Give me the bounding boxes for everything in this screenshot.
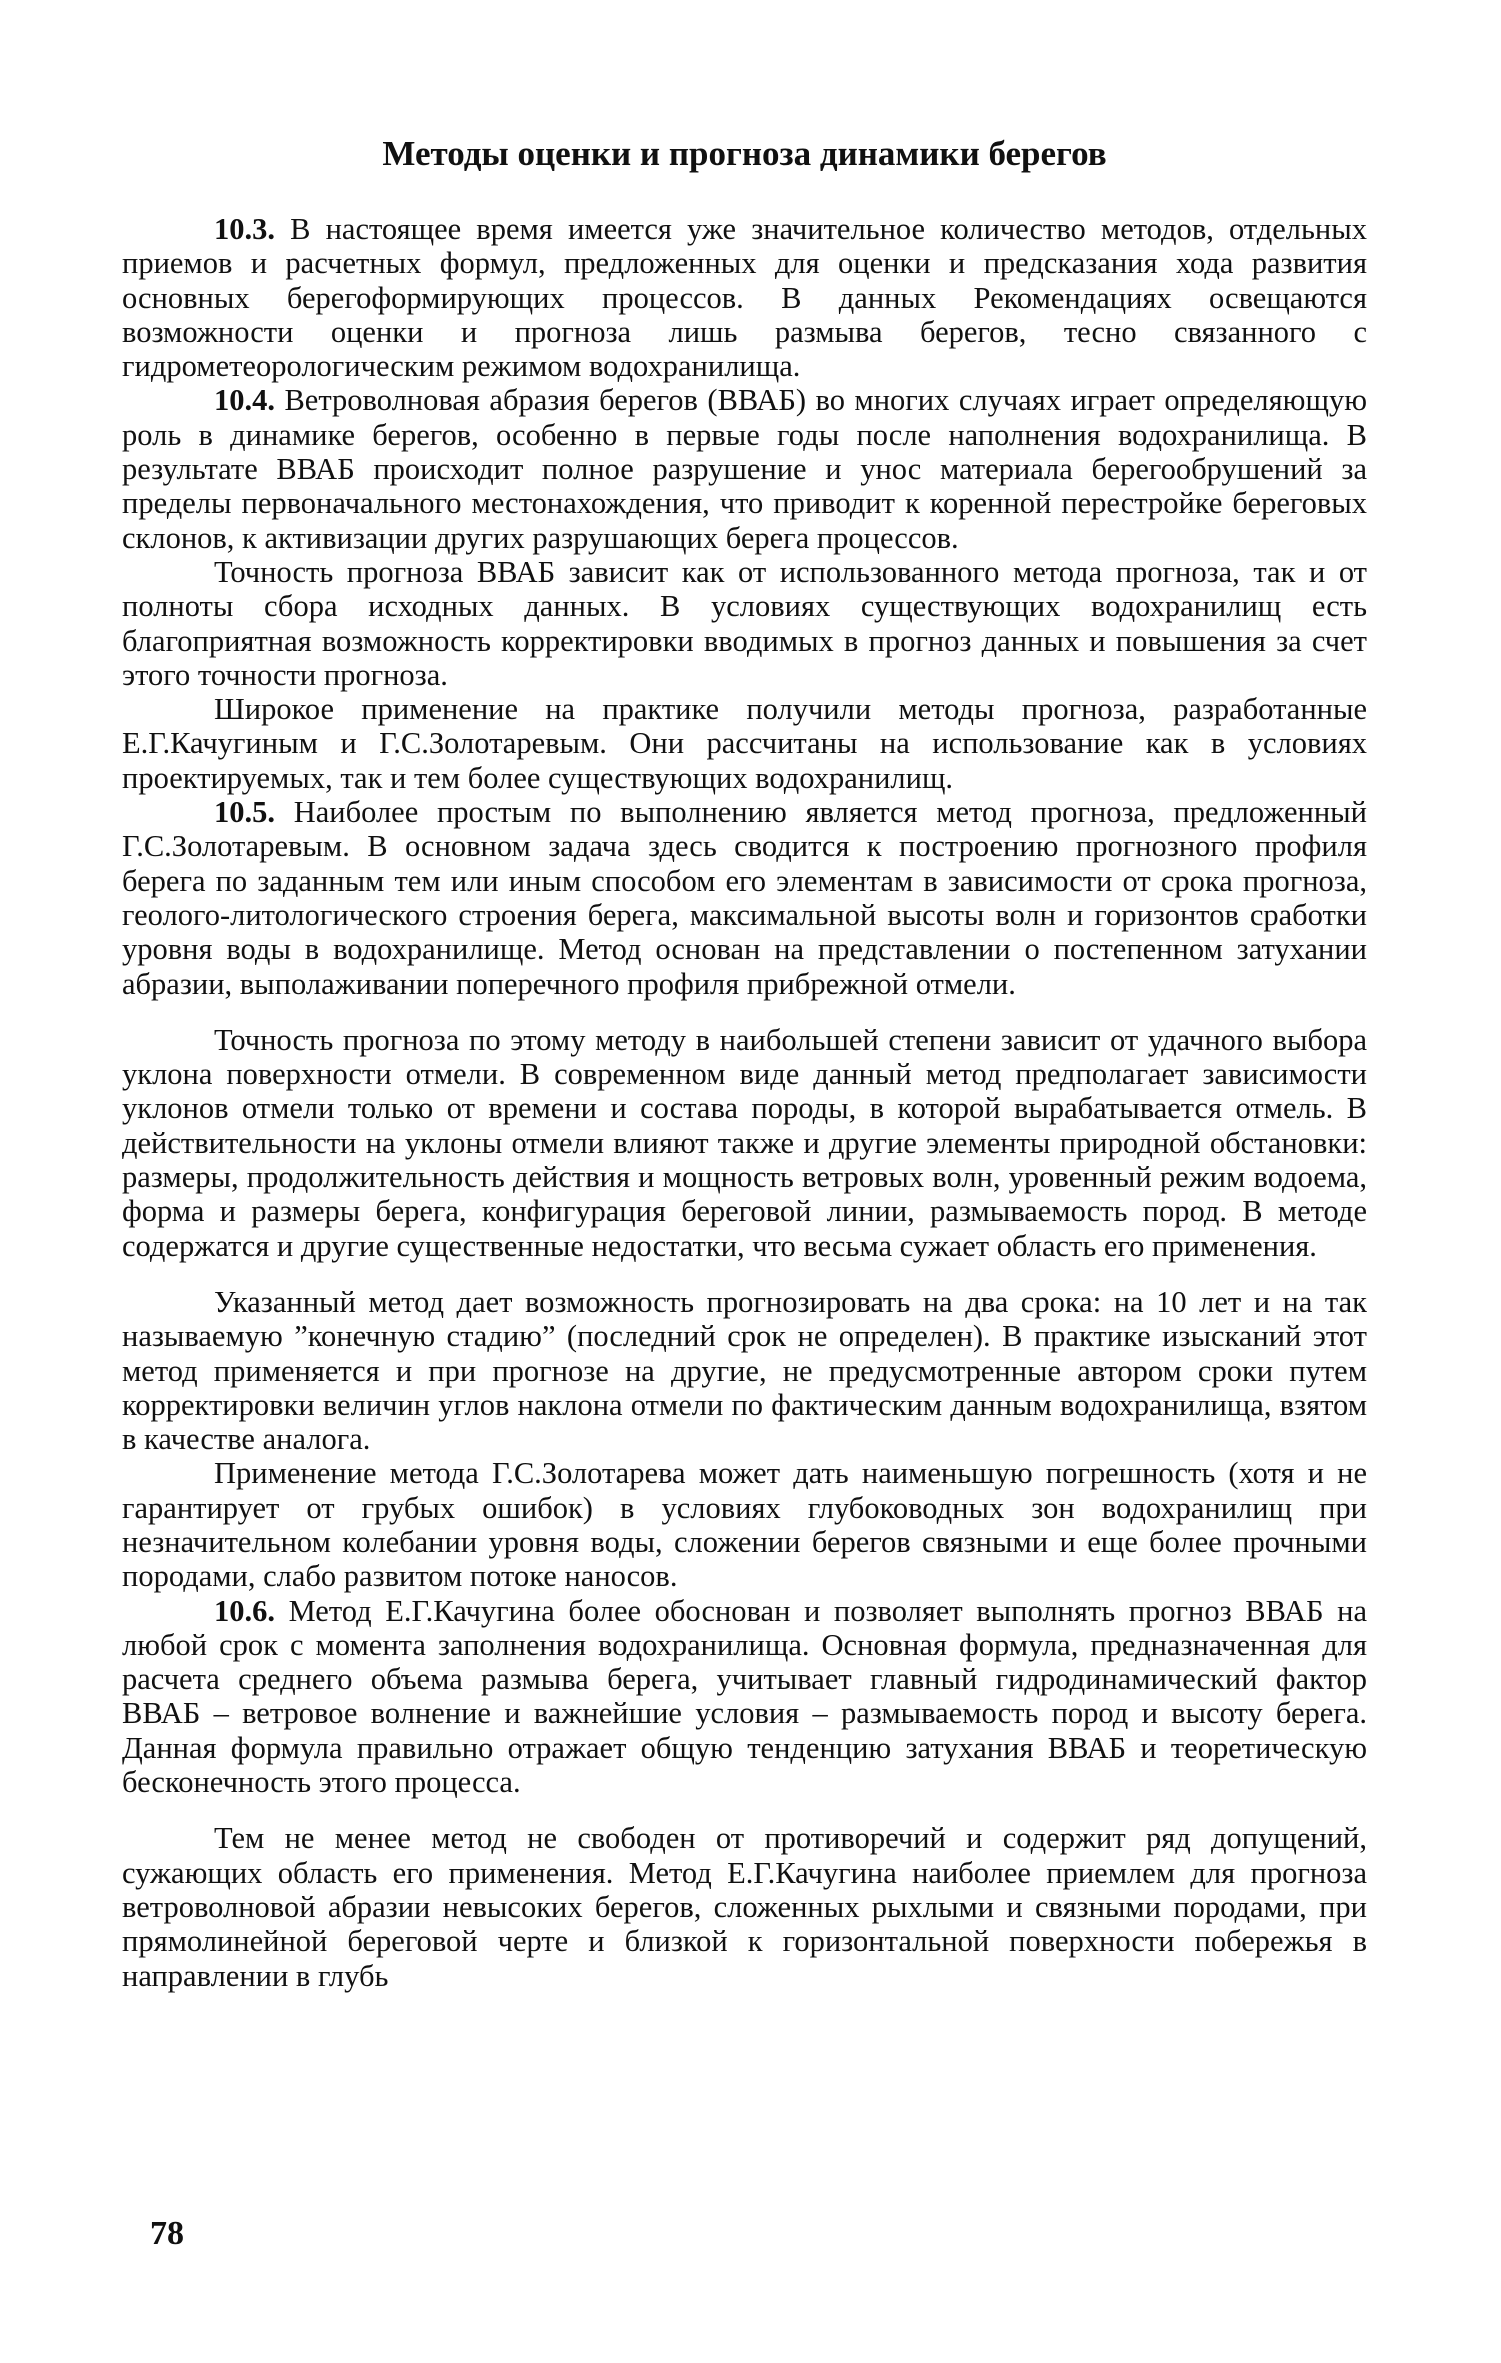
paragraph [122, 1821, 1367, 1992]
page-number: 78 [150, 2215, 184, 2252]
paragraph-text: Широкое применение на практике получили методы прогноза, разработанные Е.Г.Качугиным и Г.С.Золотаревым. Они рассчитаны на использование как в условиях проектируемых, так и тем более существующих водохранилищ. [122, 692, 1367, 795]
paragraph-text: Точность прогноза по этому методу в наибольшей степени зависит от удачного выбора уклона поверхности отмели. В современном виде данный метод предполагает зависимости уклонов отмели только от времени и состава породы, в которой вырабатывается отмель. В действительности на уклоны отмели влияют также и другие элементы природной обстановки: размеры, продолжительность действия и мощность ветровых волн, уровенный режим водоема, форма и размеры берега, конфигурация береговой линии, размываемость пород. В методе содержатся и другие существенные недостатки, что весьма сужает область его применения. [122, 1022, 1367, 1263]
paragraph [122, 1023, 1367, 1263]
paragraph-text: Применение метода Г.С.Золотарева может дать наименьшую погрешность (хотя и не гарантирует от грубых ошибок) в условиях глубоководных зон водохранилищ при незначительном колебании уровня воды, сложении берегов связными и еще более прочными породами, слабо развитом потоке наносов. [122, 1456, 1367, 1594]
paragraph-text: Тем не менее метод не свободен от противоречий и содержит ряд допущений, сужающих область его применения. Метод Е.Г.Качугина наиболее приемлем для прогноза ветроволновой абразии невысоких берегов, сложенных рыхлыми и связными породами, при прямолинейной береговой черте и близкой к горизонтальной поверхности побережья в направлении в глубь [122, 1821, 1367, 1993]
paragraph-10-3 [122, 212, 1367, 383]
paragraph [122, 555, 1367, 692]
paragraph-text: Точность прогноза ВВАБ зависит как от использованного метода прогноза, так и от полноты сбора исходных данных. В условиях существующих водохранилищ есть благоприятная возможность корректировки вводимых в прогноз данных и повышения за счет этого точности прогноза. [122, 554, 1367, 692]
section-number: 10.6. [214, 1593, 275, 1628]
paragraph-10-5 [122, 795, 1367, 1001]
paragraph-text: Указанный метод дает возможность прогнозировать на два срока: на 10 лет и на так называемую ”конечную стадию” (последний срок не определен). В практике изысканий этот метод применяется и при прогнозе на другие, не предусмотренные автором сроки путем корректировки величин углов наклона отмели по фактическим данным водохранилища, взятом в качестве аналога. [122, 1284, 1367, 1457]
section-number: 10.5. [214, 795, 275, 830]
paragraph-text: Наиболее простым по выполнению является метод прогноза, предложенный Г.С.Золотаревым. В основном задача здесь сводится к построению прогнозного профиля берега по заданным тем или иным способом его элементам в зависимости от срока прогноза, геолого-литологического строения берега, максимальной высоты волн и горизонтов сработки уровня воды в водохранилище. Метод основан на представлении о постепенном затухании абразии, выполаживании поперечного профиля прибрежной отмели. [122, 795, 1367, 1001]
paragraph [122, 692, 1367, 795]
page-body [122, 130, 1367, 1993]
section-number: 10.4. [214, 383, 275, 418]
paragraph-text: Ветроволновая абразия берегов (ВВАБ) во многих случаях играет определяющую роль в динамике берегов, особенно в первые годы после наполнения водохранилища. В результате ВВАБ происходит полное разрушение и унос материала берегообрушений за пределы первоначального местонахождения, что приводит к коренной перестройке береговых склонов, к активизации других разрушающих берега процессов. [122, 383, 1367, 555]
paragraph [122, 1285, 1367, 1456]
paragraph-10-4 [122, 383, 1367, 554]
paragraph [122, 1456, 1367, 1593]
paragraph-text: В настоящее время имеется уже значительное количество методов, отдельных приемов и расчетных формул, предложенных для оценки и предсказания хода развития основных берегоформирующих процессов. В данных Рекомендациях освещаются возможности оценки и прогноза лишь размыва берегов, тесно связанного с гидрометеорологическим режимом водохранилища. [122, 212, 1367, 384]
section-number: 10.3. [214, 212, 275, 246]
paragraph-text: Метод Е.Г.Качугина более обоснован и позволяет выполнять прогноз ВВАБ на любой срок с момента заполнения водохранилища. Основная формула, предназначенная для расчета среднего объема размыва берега, учитывает главный гидродинамический фактор ВВАБ – ветровое волнение и важнейшие условия – размываемость пород и высоту берега. Данная формула правильно отражает общую тенденцию затухания ВВАБ и теоретическую бесконечность этого процесса. [122, 1593, 1367, 1800]
paragraph-10-6 [122, 1594, 1367, 1800]
section-heading: Методы оценки и прогноза динамики берегов [382, 134, 1107, 173]
